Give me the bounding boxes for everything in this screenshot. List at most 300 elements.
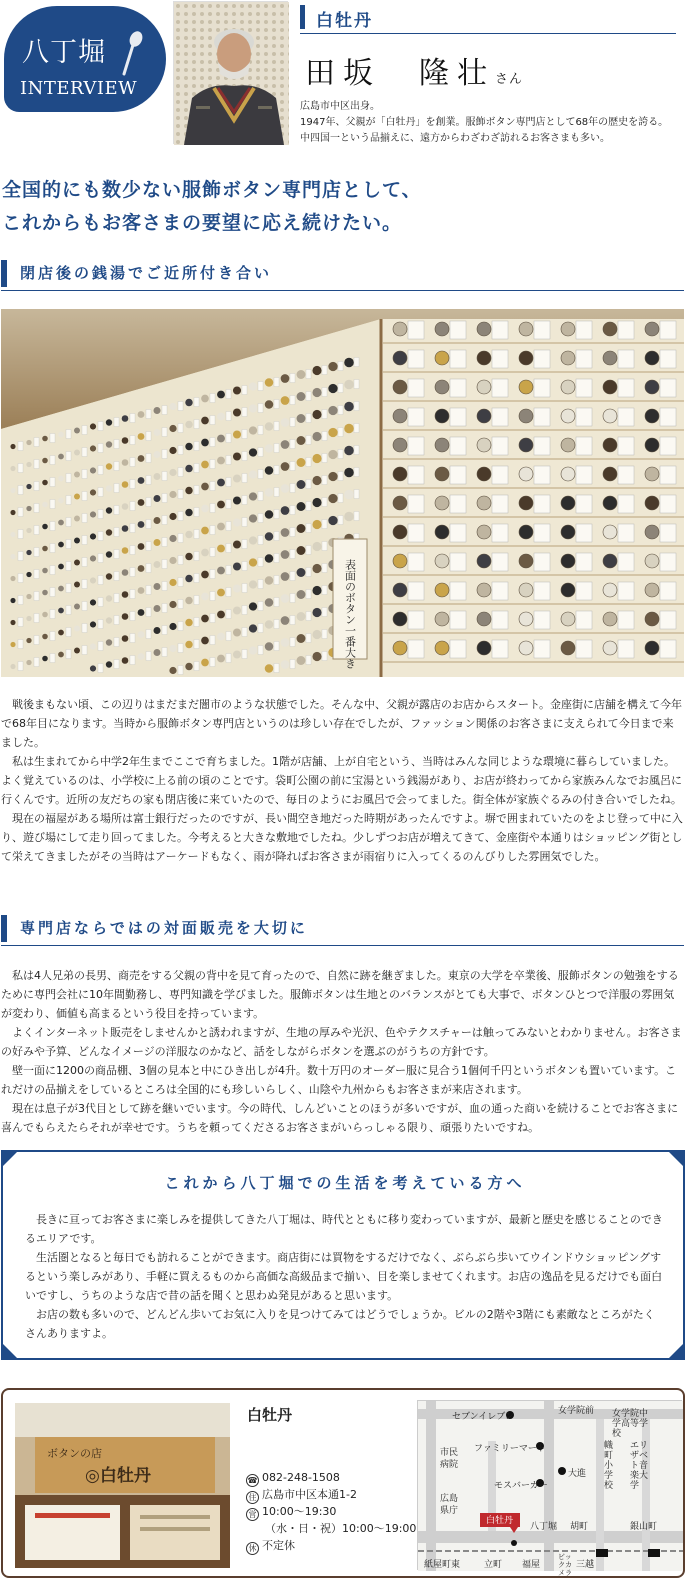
price-tag	[338, 450, 343, 459]
price-tag	[660, 582, 676, 600]
button-sample	[249, 470, 257, 478]
button-sample	[201, 483, 209, 491]
button-sample	[122, 481, 129, 488]
price-tag	[408, 408, 424, 426]
button-sample	[138, 411, 145, 418]
button-sample	[297, 370, 306, 379]
price-tag	[258, 404, 263, 413]
price-tag	[226, 478, 231, 487]
price-tag	[534, 495, 550, 513]
price-tag	[194, 464, 199, 473]
price-tag	[66, 430, 71, 439]
button-sample	[435, 554, 449, 568]
button-sample	[217, 413, 225, 421]
button-sample	[169, 667, 176, 674]
price-tag	[162, 648, 167, 657]
price-tag	[178, 424, 183, 433]
price-tag	[534, 437, 550, 455]
price-tag	[146, 630, 151, 639]
button-sample	[312, 454, 321, 463]
price-tag	[306, 414, 311, 423]
button-sample	[58, 432, 64, 438]
map-label: セブンイレブン	[452, 1412, 514, 1422]
map-label: 市民病院	[440, 1448, 459, 1470]
button-sample	[26, 660, 31, 665]
price-tag	[178, 578, 183, 587]
price-tag	[82, 448, 87, 457]
price-tag	[66, 474, 71, 483]
button-sample	[58, 476, 64, 482]
price-tag	[226, 390, 231, 399]
button-sample	[281, 484, 290, 493]
price-tag	[306, 612, 311, 621]
price-tag	[492, 582, 508, 600]
price-tag	[534, 640, 550, 658]
price-tag	[178, 468, 183, 477]
map-label: 幟町小学校	[604, 1441, 614, 1491]
button-sample	[645, 351, 659, 365]
price-tag	[66, 606, 71, 615]
button-sample	[122, 657, 129, 664]
price-tag	[162, 428, 167, 437]
price-tag	[576, 350, 592, 368]
price-tag	[162, 582, 167, 591]
button-sample	[281, 374, 290, 383]
button-sample	[106, 595, 112, 601]
button-sample	[328, 384, 337, 393]
button-sample	[477, 554, 491, 568]
button-sample	[344, 358, 354, 368]
price-tag	[322, 476, 327, 485]
heading-accent-bar	[1, 915, 7, 942]
hours: 10:00～19:30	[262, 1505, 337, 1518]
button-sample	[233, 562, 241, 570]
price-tag	[274, 642, 279, 651]
price-tag	[34, 592, 39, 601]
price-tag	[322, 388, 327, 397]
price-tag	[274, 400, 279, 409]
price-tag	[322, 652, 327, 661]
button-sample	[201, 615, 209, 623]
button-sample	[312, 608, 321, 617]
price-tag	[322, 498, 327, 507]
price-tag	[274, 444, 279, 453]
price-tag	[98, 554, 103, 563]
price-tag	[322, 454, 327, 463]
button-sample	[217, 611, 225, 619]
button-sample	[281, 638, 290, 647]
button-sample	[344, 424, 354, 434]
price-tag	[82, 470, 87, 479]
button-sample	[58, 652, 64, 658]
button-sample	[265, 488, 274, 497]
price-tag	[274, 554, 279, 563]
price-tag	[210, 394, 215, 403]
price-tag	[34, 438, 39, 447]
button-sample	[435, 525, 449, 539]
price-tag	[226, 412, 231, 421]
price-tag	[306, 502, 311, 511]
button-sample	[265, 378, 274, 387]
button-sample	[10, 576, 15, 581]
price-tag	[258, 382, 263, 391]
storefront-sign-small: ボタンの店	[47, 1447, 102, 1460]
corner-decoration	[1, 1150, 21, 1170]
button-sample	[645, 409, 659, 423]
button-sample	[393, 583, 407, 597]
price-tag	[114, 462, 119, 471]
button-sample	[265, 642, 274, 651]
button-sample	[265, 400, 274, 409]
map-label: 大進	[568, 1469, 587, 1479]
phone-icon: ☎	[247, 1476, 258, 1485]
corner-decoration	[665, 1340, 685, 1360]
button-sample	[122, 591, 129, 598]
price-tag	[194, 596, 199, 605]
button-sample	[393, 438, 407, 452]
price-tag	[306, 568, 311, 577]
button-sample	[26, 594, 31, 599]
card-shop-name: 白牡丹	[247, 1406, 293, 1424]
button-sample	[90, 445, 96, 451]
price-tag	[258, 492, 263, 501]
price-tag	[492, 640, 508, 658]
price-tag	[98, 488, 103, 497]
price-tag	[242, 386, 247, 395]
button-sample	[435, 380, 449, 394]
button-sample	[106, 661, 112, 667]
button-sample	[281, 594, 290, 603]
button-sample	[561, 380, 575, 394]
button-sample	[265, 554, 274, 563]
phone-number[interactable]: 082-248-1508	[262, 1471, 340, 1484]
price-tag	[492, 466, 508, 484]
button-sample	[122, 437, 129, 444]
button-sample	[393, 525, 407, 539]
button-sample	[10, 466, 15, 471]
badge-title: 八丁堀	[22, 37, 106, 68]
button-sample	[603, 496, 617, 510]
price-tag	[34, 570, 39, 579]
button-sample	[153, 649, 160, 656]
price-tag	[576, 582, 592, 600]
button-sample	[90, 621, 96, 627]
paragraph: 壁一面に1200の商品棚、3個の見本と中にひき出しが4升。数十万円のオーダー服に見合う1個何千円というボタンも置いています。これだけの品揃えをしているところは全国的にも珍しいらしく、山陰や九州からもお客さまが来店されます。	[1, 1064, 677, 1096]
price-tag	[450, 640, 466, 658]
price-tag	[618, 466, 634, 484]
price-tag	[290, 462, 295, 471]
price-tag	[18, 530, 23, 539]
price-tag	[98, 664, 103, 673]
price-tag	[450, 495, 466, 513]
button-sample	[519, 409, 533, 423]
button-sample	[435, 583, 449, 597]
button-sample	[201, 439, 209, 447]
button-sample	[477, 380, 491, 394]
price-tag	[226, 632, 231, 641]
map-label: 三越	[576, 1560, 595, 1570]
button-sample	[42, 524, 48, 530]
bio-line: 広島市中区出身。	[300, 101, 380, 112]
price-tag	[178, 600, 183, 609]
price-tag	[322, 542, 327, 551]
price-tag	[408, 321, 424, 339]
price-tag	[194, 508, 199, 517]
price-tag	[210, 504, 215, 513]
button-sample	[233, 386, 241, 394]
price-tag	[178, 402, 183, 411]
button-sample	[90, 577, 96, 583]
button-sample	[344, 512, 354, 522]
button-sample	[435, 438, 449, 452]
button-sample	[603, 641, 617, 655]
price-tag	[354, 490, 359, 499]
price-tag	[82, 558, 87, 567]
price-tag	[408, 437, 424, 455]
price-tag	[274, 598, 279, 607]
button-sample	[603, 554, 617, 568]
button-sample	[312, 498, 321, 507]
price-tag	[290, 638, 295, 647]
price-tag	[98, 444, 103, 453]
price-tag	[130, 524, 135, 533]
price-tag	[338, 472, 343, 481]
button-sample	[312, 630, 321, 639]
price-tag	[660, 350, 676, 368]
button-sample	[169, 645, 176, 652]
price-tag	[98, 620, 103, 629]
price-tag	[576, 553, 592, 571]
price-tag	[242, 562, 247, 571]
button-sample	[233, 496, 241, 504]
hours-line	[246, 1504, 336, 1521]
button-sample	[217, 435, 225, 443]
price-tag	[162, 494, 167, 503]
button-sample	[281, 572, 290, 581]
price-tag	[338, 428, 343, 437]
price-tag	[34, 658, 39, 667]
price-tag	[274, 620, 279, 629]
button-sample	[328, 472, 337, 481]
price-tag	[66, 650, 71, 659]
button-sample	[519, 380, 533, 394]
button-sample	[297, 546, 306, 555]
price-tag	[450, 321, 466, 339]
price-tag	[178, 490, 183, 499]
price-tag	[66, 540, 71, 549]
price-tag	[534, 321, 550, 339]
button-sample	[26, 506, 31, 511]
price-tag	[114, 418, 119, 427]
price-tag	[492, 553, 508, 571]
price-tag	[274, 422, 279, 431]
price-tag	[178, 644, 183, 653]
price-tag	[408, 582, 424, 600]
area-map[interactable]	[417, 1400, 682, 1577]
price-tag	[338, 406, 343, 415]
price-tag	[18, 574, 23, 583]
button-sample	[603, 467, 617, 481]
price-tag	[130, 656, 135, 665]
price-tag	[408, 640, 424, 658]
price-tag	[130, 414, 135, 423]
price-tag	[50, 544, 55, 553]
wall-sign-text: 表面のボタン一番大き	[343, 559, 357, 669]
price-tag	[50, 500, 55, 509]
price-tag	[408, 553, 424, 571]
price-tag	[82, 426, 87, 435]
button-sample	[217, 655, 225, 663]
price-tag	[82, 580, 87, 589]
button-sample	[265, 444, 274, 453]
button-sample	[169, 403, 176, 410]
button-sample	[477, 583, 491, 597]
button-sample	[249, 624, 257, 632]
button-sample	[74, 604, 80, 610]
price-tag	[408, 350, 424, 368]
button-sample	[201, 659, 209, 667]
button-sample	[26, 616, 31, 621]
button-sample	[249, 448, 257, 456]
button-sample	[201, 571, 209, 579]
button-sample	[603, 409, 617, 423]
button-sample	[265, 510, 274, 519]
button-sample	[393, 322, 407, 336]
button-sample	[393, 641, 407, 655]
button-sample	[58, 498, 64, 504]
address: 広島市中区本通1-2	[262, 1488, 357, 1501]
button-sample	[169, 557, 176, 564]
price-tag	[210, 438, 215, 447]
button-sample	[201, 461, 209, 469]
button-sample	[185, 663, 192, 670]
button-sample	[297, 590, 306, 599]
price-tag	[34, 460, 39, 469]
button-sample	[90, 423, 96, 429]
price-tag	[114, 616, 119, 625]
button-sample	[561, 409, 575, 423]
price-tag	[534, 524, 550, 542]
price-tag	[618, 350, 634, 368]
price-tag	[114, 506, 119, 515]
price-tag	[50, 588, 55, 597]
paragraph: 私は4人兄弟の長男、商売をする父親の背中を見て育ったので、自然に跡を継ぎました。東京の大学を卒業後、服飾ボタンの勉強をするために専門会社に10年間勤務し、専門知識を学びました。服飾ボタンは生地とのバランスがとても大事で、ボタンひとつで洋服の雰囲気が変わり、価値も高まるという役目を持っています。	[1, 969, 679, 1020]
price-tag	[242, 606, 247, 615]
button-sample	[42, 612, 48, 618]
button-sample	[328, 494, 337, 503]
button-sample	[645, 525, 659, 539]
price-tag	[226, 544, 231, 553]
button-sample	[344, 490, 354, 500]
price-tag	[242, 584, 247, 593]
headline-line: 全国的にも数少ない服飾ボタン専門店として、	[2, 179, 422, 201]
button-sample	[393, 612, 407, 626]
price-tag	[322, 608, 327, 617]
price-tag	[450, 553, 466, 571]
button-sample	[312, 388, 321, 397]
map-label: 胡町	[570, 1522, 589, 1532]
price-tag	[226, 588, 231, 597]
button-sample	[42, 480, 48, 486]
price-tag	[50, 632, 55, 641]
button-sample	[153, 429, 160, 436]
button-sample	[297, 524, 306, 533]
price-tag	[354, 424, 359, 433]
button-sample	[435, 496, 449, 510]
button-sample	[106, 419, 112, 425]
price-tag	[450, 437, 466, 455]
price-tag	[322, 432, 327, 441]
honorific: さん	[495, 72, 524, 87]
button-sample	[10, 488, 15, 493]
price-tag	[178, 666, 183, 675]
price-tag	[50, 522, 55, 531]
price-tag	[322, 410, 327, 419]
price-tag	[354, 402, 359, 411]
button-sample	[217, 589, 225, 597]
button-sample	[603, 612, 617, 626]
price-tag	[354, 358, 359, 367]
price-tag	[322, 520, 327, 529]
button-wall-photo	[1, 309, 684, 677]
button-sample	[153, 517, 160, 524]
button-sample	[297, 612, 306, 621]
price-tag	[576, 640, 592, 658]
info-body	[25, 1210, 665, 1343]
button-sample	[217, 457, 225, 465]
price-tag	[492, 350, 508, 368]
button-sample	[328, 450, 337, 459]
button-sample	[10, 620, 15, 625]
corner-decoration	[665, 1150, 685, 1170]
button-sample	[312, 586, 321, 595]
price-tag	[290, 660, 295, 669]
button-sample	[393, 380, 407, 394]
price-tag	[660, 321, 676, 339]
button-sample	[26, 440, 31, 445]
button-sample	[477, 467, 491, 481]
price-tag	[534, 582, 550, 600]
button-sample	[169, 579, 176, 586]
price-tag	[194, 552, 199, 561]
price-tag	[210, 416, 215, 425]
price-tag	[210, 460, 215, 469]
closed-line	[246, 1538, 295, 1555]
button-sample	[138, 609, 145, 616]
price-tag	[534, 611, 550, 629]
button-sample	[265, 466, 274, 475]
button-sample	[265, 422, 274, 431]
closed-days: 不定休	[262, 1539, 295, 1552]
price-tag	[534, 553, 550, 571]
button-sample	[74, 538, 80, 544]
headline	[2, 174, 682, 240]
price-tag	[660, 437, 676, 455]
paragraph: お店の数も多いので、どんどん歩いてお気に入りを見つけてみてはどうでしょうか。ビルの2階や3階にも素敵なところがたくさんありますよ。	[25, 1308, 655, 1340]
button-sample	[519, 641, 533, 655]
price-tag	[274, 466, 279, 475]
button-sample	[519, 525, 533, 539]
price-tag	[146, 432, 151, 441]
price-tag	[660, 466, 676, 484]
price-tag	[98, 532, 103, 541]
price-tag	[66, 628, 71, 637]
price-tag	[114, 440, 119, 449]
interviewee-name	[305, 48, 523, 92]
button-sample	[561, 496, 575, 510]
price-tag	[210, 614, 215, 623]
price-tag	[450, 582, 466, 600]
